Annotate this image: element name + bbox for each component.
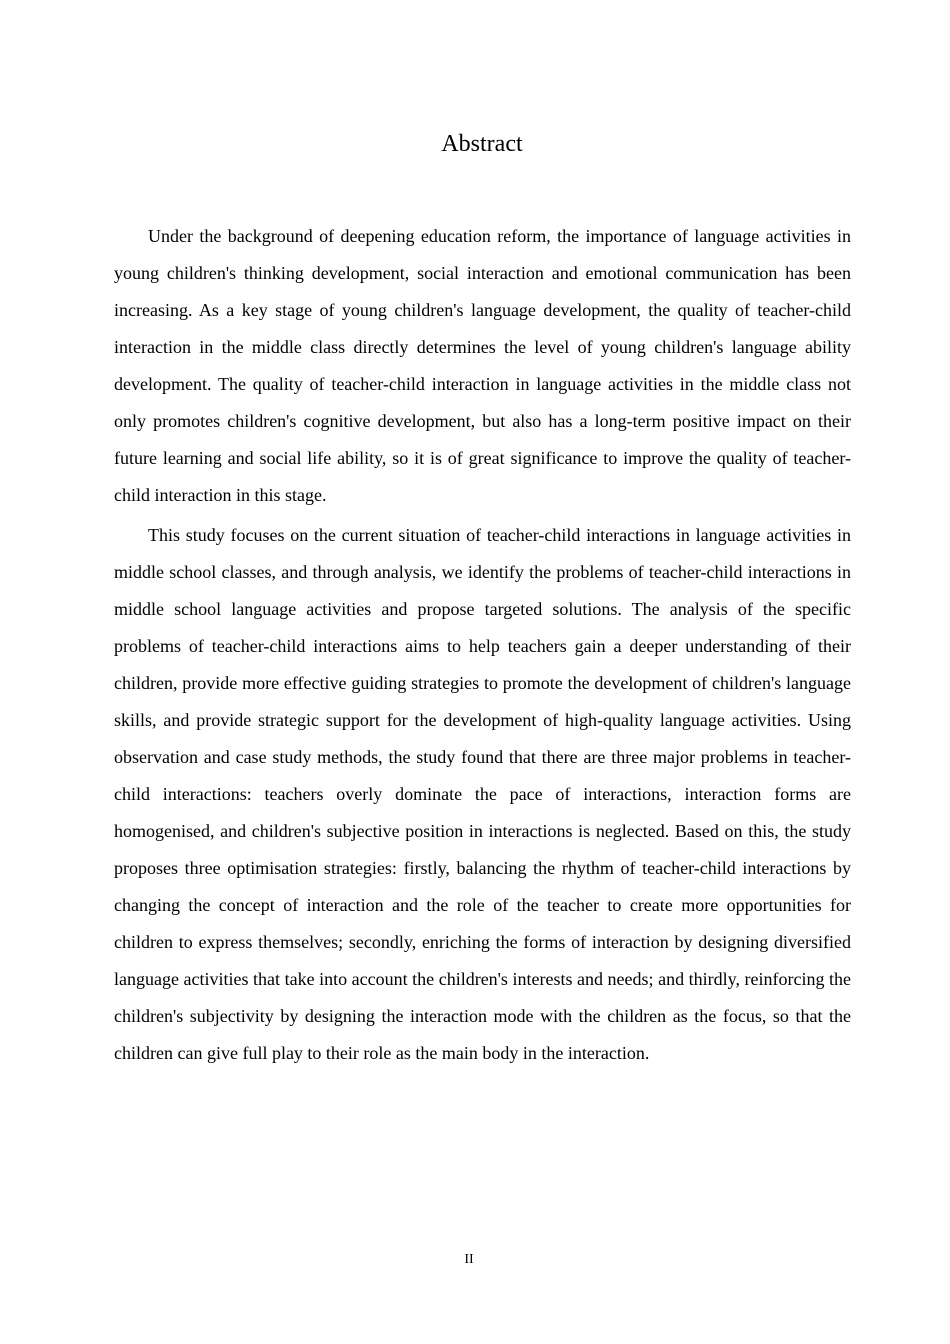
page-title: Abstract [441, 131, 523, 157]
page-number: II [464, 1252, 474, 1267]
abstract-body [114, 218, 851, 1072]
abstract-paragraph-1: Under the background of deepening education reform, the importance of language activities in young children's thinking development, social interaction and emotional communication has been increasing. As a key stage of young children's language development, the quality of teacher-child interaction in the middle class directly determines the level of young children's language ability development. The quality of teacher-child interaction in language activities in the middle class not only promotes children's cognitive development, but also has a long-term positive impact on their future learning and social life ability, so it is of great significance to improve the quality of teacher-child interaction in this stage. [114, 226, 851, 505]
abstract-paragraph-2: This study focuses on the current situation of teacher-child interactions in language activities in middle school classes, and through analysis, we identify the problems of teacher-child interactions in middle school language activities and propose targeted solutions. The analysis of the specific problems of teacher-child interactions aims to help teachers gain a deeper understanding of their children, provide more effective guiding strategies to promote the development of children's language skills, and provide strategic support for the development of high-quality language activities. Using observation and case study methods, the study found that there are three major problems in teacher-child interactions: teachers overly dominate the pace of interactions, interaction forms are homogenised, and children's subjective position in interactions is neglected. Based on this, the study proposes three optimisation strategies: firstly, balancing the rhythm of teacher-child interactions by changing the concept of interaction and the role of the teacher to create more opportunities for children to express themselves; secondly, enriching the forms of interaction by designing diversified language activities that take into account the children's interests and needs; and thirdly, reinforcing the children's subjectivity by designing the interaction mode with the children as the focus, so that the children can give full play to their role as the main body in the interaction. [114, 525, 851, 1063]
